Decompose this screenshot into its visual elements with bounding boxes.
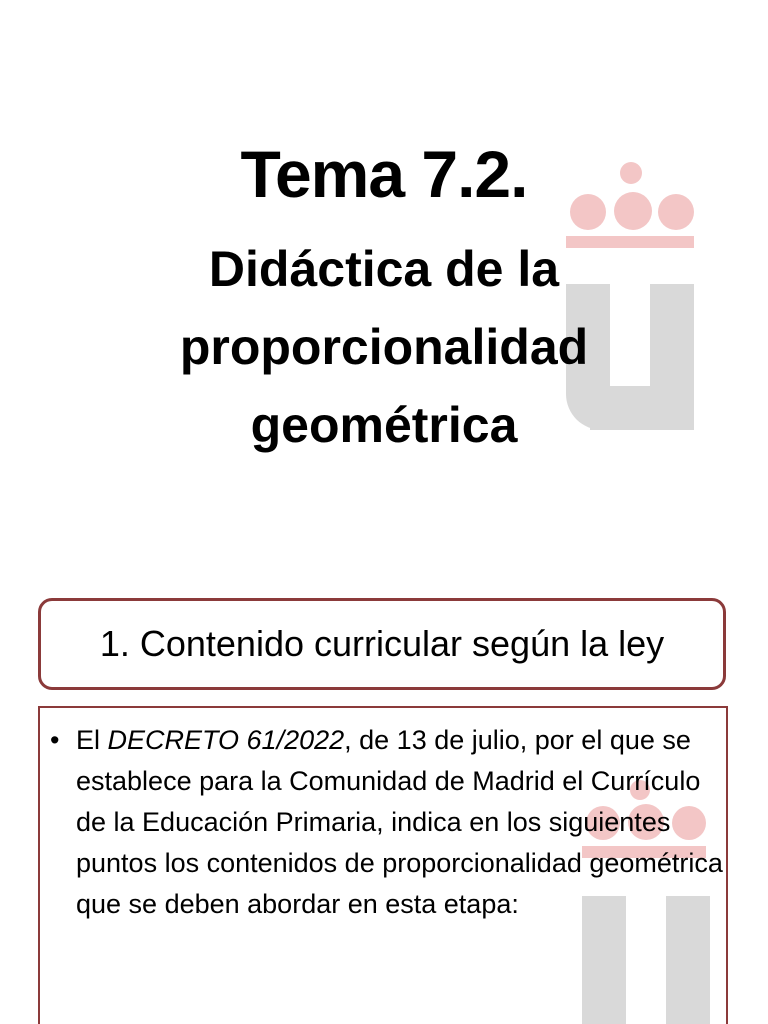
decree-reference: DECRETO 61/2022 (107, 725, 345, 755)
slide-subtitle: Didáctica de la proporcionalidad geométrica (179, 241, 589, 453)
content-slide (0, 560, 768, 1024)
section-heading (38, 598, 726, 690)
bullet-prefix: El (76, 725, 108, 755)
slide-title: Tema 7.2. (240, 137, 528, 211)
content-box (38, 706, 728, 1024)
bullet-text (76, 720, 726, 925)
bullet-marker: • (50, 725, 60, 755)
bullet-item (50, 720, 726, 925)
section-heading-text: 1. Contenido curricular según la ley (99, 623, 665, 664)
bullet-rest: , de 13 de julio, por el que se establece para la Comunidad de Madrid el Currículo de la Educación Primaria, indica en los siguientes puntos los contenidos de proporcionalidad geométrica que se deben abordar en esta etapa: (76, 725, 723, 919)
